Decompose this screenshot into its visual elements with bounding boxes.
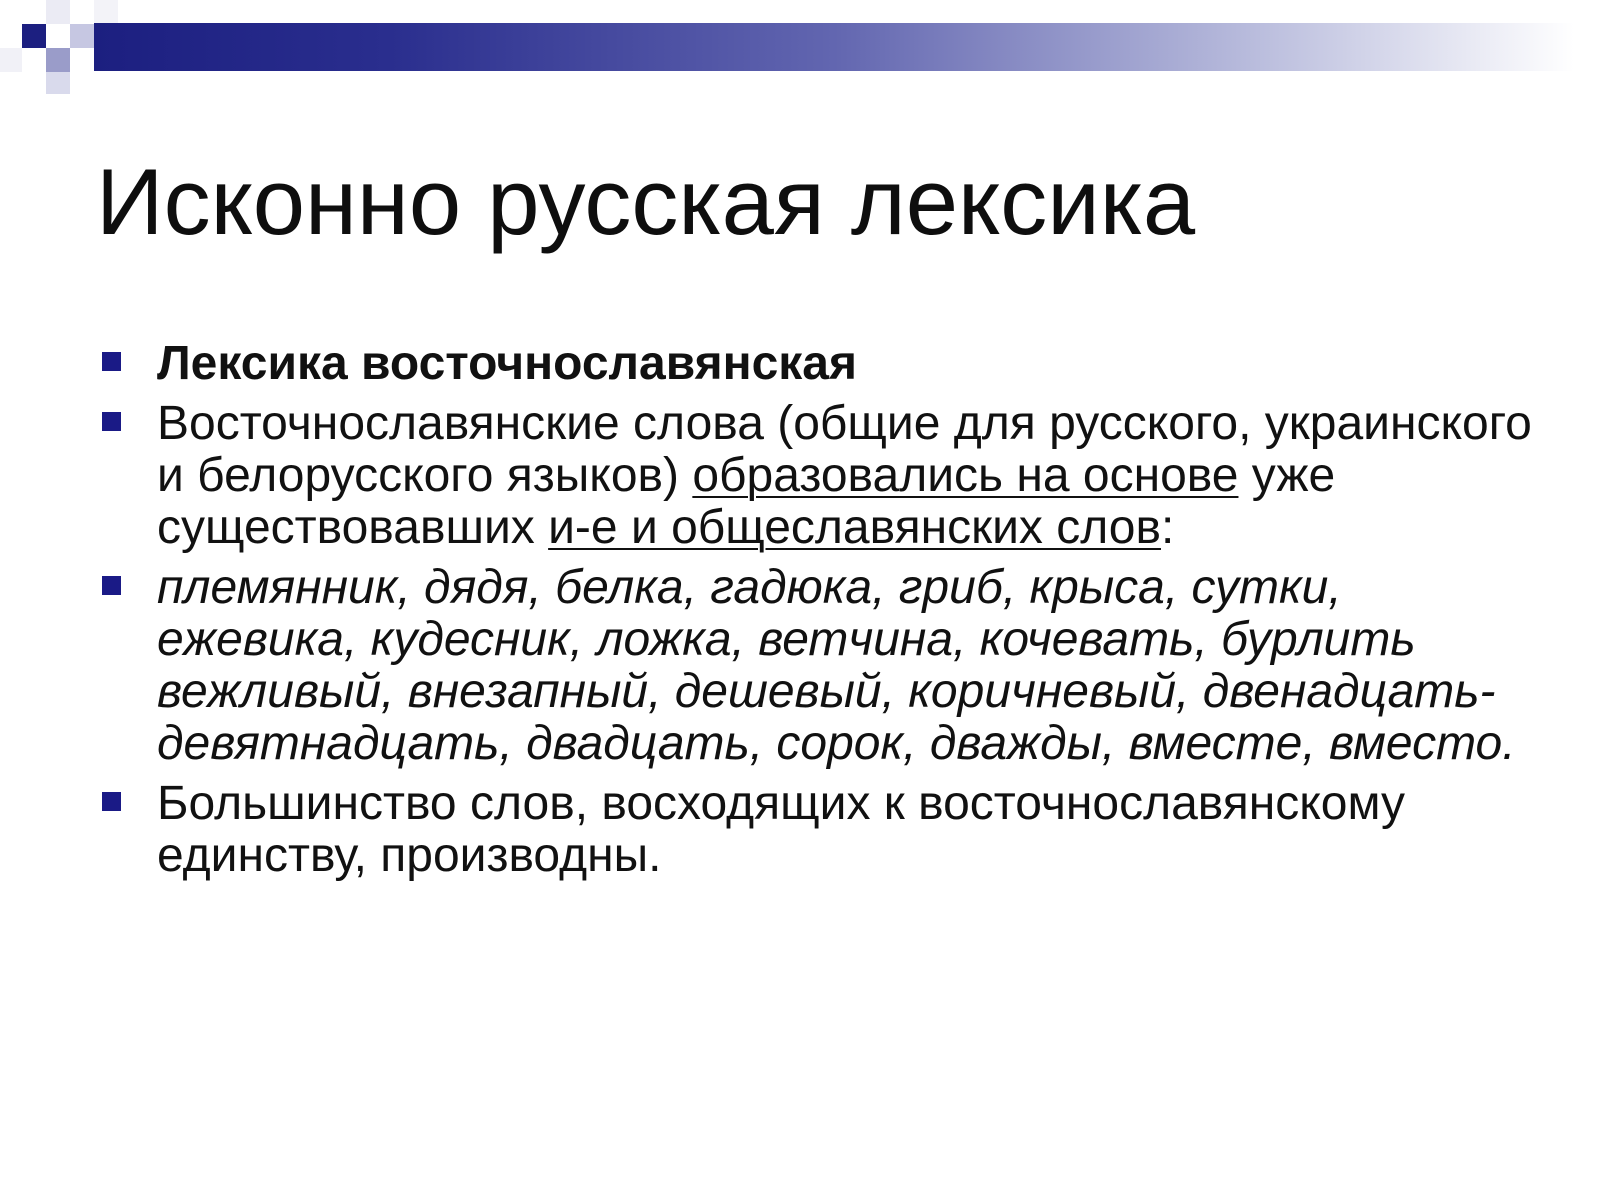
bullet-item: [96, 338, 1536, 390]
square-bullet-icon: [102, 792, 121, 811]
bullet-text: уже существовавших: [157, 449, 1336, 554]
square-bullet-icon: [102, 576, 121, 595]
bullet-text: Большинство слов, восходящих к восточнославянскому единству, производны.: [157, 777, 1405, 882]
square-bullet-icon: [102, 352, 121, 371]
decor-square: [0, 48, 22, 72]
bullet-text: Восточнославянские слова (общие для русского, украинского и белорусского языков): [157, 397, 1532, 502]
bullet-text: :: [1160, 501, 1175, 554]
header-gradient-bar: [94, 23, 1574, 71]
decor-square: [70, 24, 94, 48]
bullet-item: [96, 562, 1536, 770]
bullet-text: Лексика восточнославянская: [157, 337, 858, 390]
bullet-list: [96, 338, 1536, 890]
decor-square: [22, 24, 46, 48]
underlined-phrase: образовались на основе: [692, 449, 1239, 502]
example-words: племянник, дядя, белка, гадюка, гриб, крыса, сутки, ежевика, кудесник, ложка, ветчина, кочевать, бурлить вежливый, внезапный, дешевый, коричневый, двенадцать-девятнадцать, двадцать, сорок, дважды, вместе, вместо.: [157, 561, 1516, 770]
decor-square: [46, 0, 70, 24]
slide-title: Исконно русская лексика: [96, 149, 1196, 254]
bullet-item: [96, 398, 1536, 554]
square-bullet-icon: [102, 412, 121, 431]
decor-square: [46, 72, 70, 94]
underlined-phrase: и-е и общеславянских слов: [548, 501, 1161, 554]
bullet-item: [96, 778, 1536, 882]
decor-square: [46, 48, 70, 72]
decor-square: [94, 0, 118, 24]
